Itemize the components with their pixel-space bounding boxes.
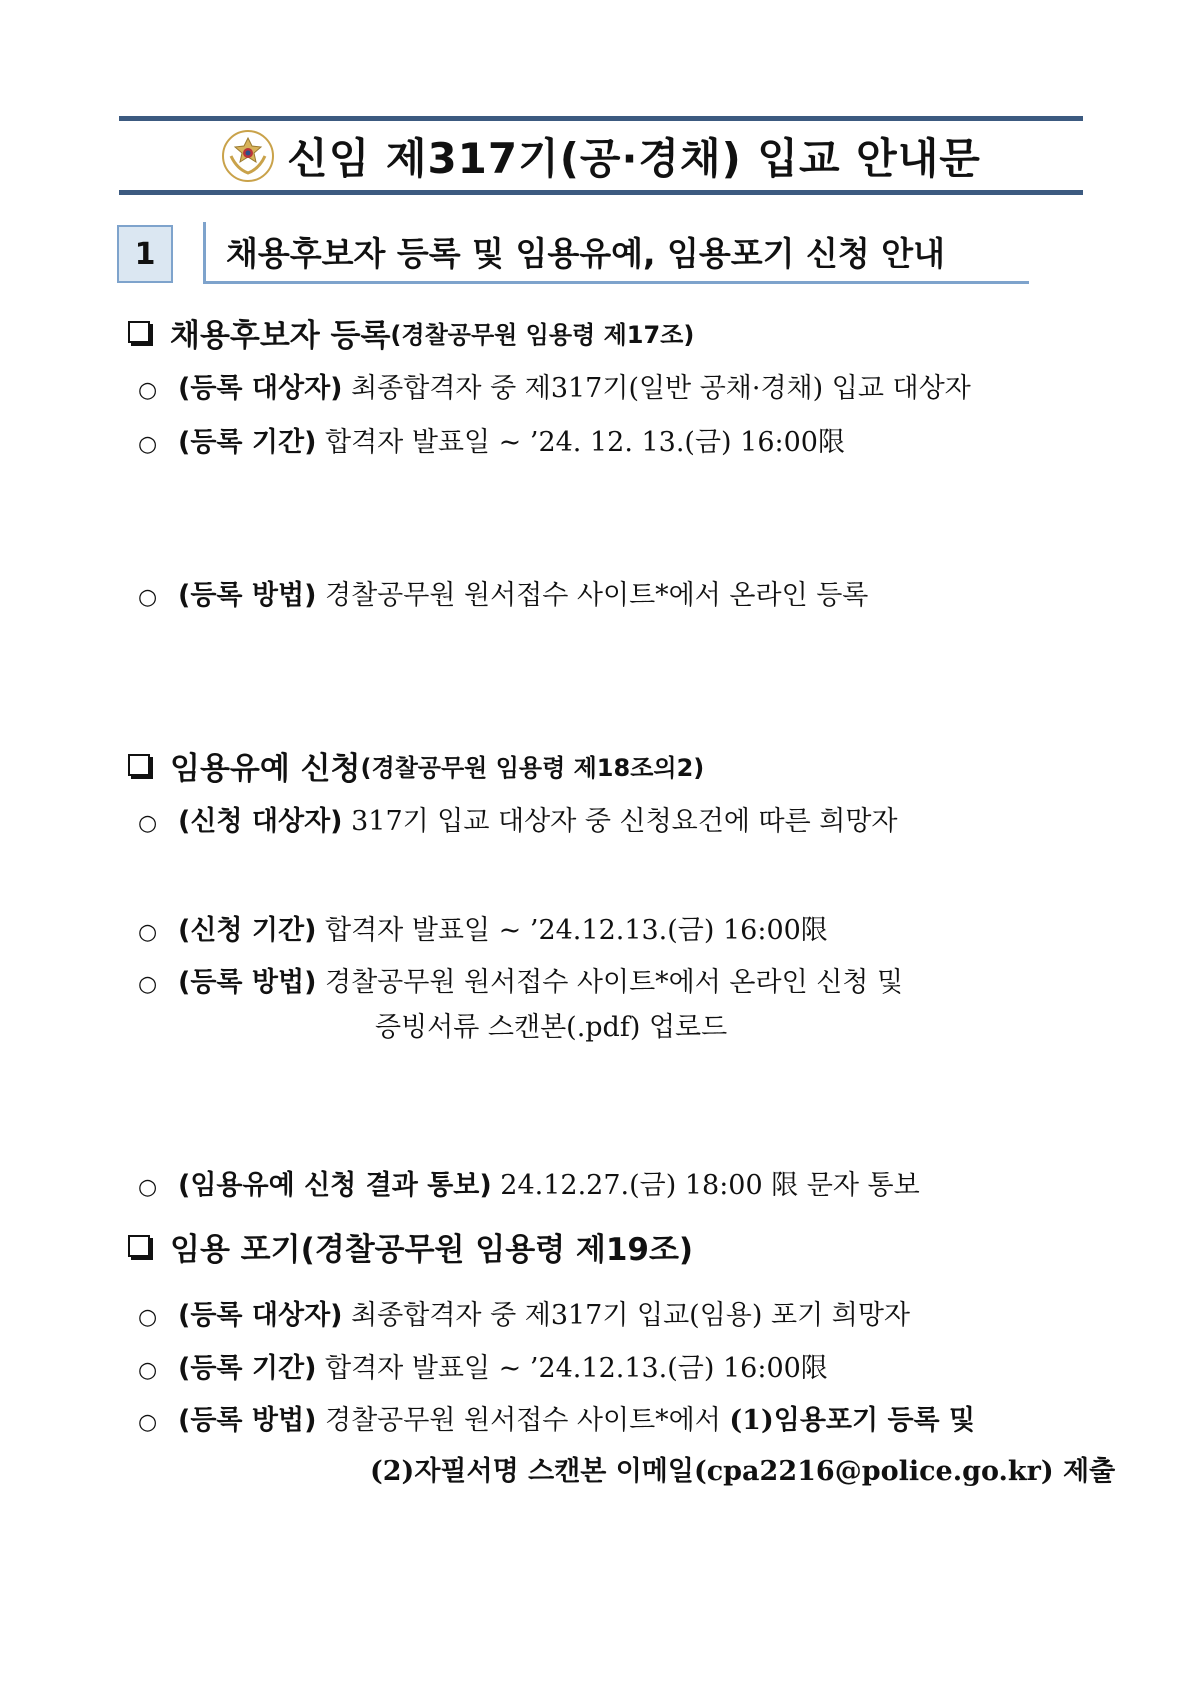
subheading-registration xyxy=(128,312,694,352)
list-item xyxy=(138,369,1090,411)
subheading-title: 채용후보자 등록 xyxy=(170,317,391,354)
circle-bullet-icon: ○ xyxy=(138,920,158,945)
item-text: 합격자 발표일 ~ ’24.12.13.(금) 16:00限 xyxy=(316,915,828,946)
checkbox-square-icon xyxy=(128,321,150,343)
circle-bullet-icon: ○ xyxy=(138,378,158,403)
item-text: 최종합격자 중 제317기 입교(임용) 포기 희망자 xyxy=(342,1300,910,1331)
section-number: 1 xyxy=(117,225,173,283)
list-item xyxy=(138,911,1090,953)
list-item xyxy=(138,1296,1090,1338)
list-item xyxy=(138,576,1090,618)
item-text: 경찰공무원 원서접수 사이트*에서 xyxy=(316,1405,730,1436)
item-label: (등록 대상자) xyxy=(178,373,343,404)
item-label: (등록 대상자) xyxy=(178,1300,343,1331)
section-title: 채용후보자 등록 및 임용유예, 임용포기 신청 안내 xyxy=(203,222,1029,284)
list-item xyxy=(138,802,1090,844)
title-row xyxy=(119,125,1083,187)
item-label: (등록 기간) xyxy=(178,1353,317,1384)
circle-bullet-icon: ○ xyxy=(138,432,158,457)
item-label: (신청 기간) xyxy=(178,915,317,946)
item-continuation: 증빙서류 스캔본(.pdf) 업로드 xyxy=(375,1012,728,1043)
subheading-waiver xyxy=(128,1226,693,1266)
page-title: 신임 제317기(공·경채) 입교 안내문 xyxy=(287,134,981,183)
circle-bullet-icon: ○ xyxy=(138,811,158,836)
item-text: 24.12.27.(금) 18:00 限 문자 통보 xyxy=(491,1170,920,1201)
item-text: 경찰공무원 원서접수 사이트*에서 온라인 신청 및 xyxy=(316,967,904,998)
checkbox-square-icon xyxy=(128,1235,150,1257)
item-text: 최종합격자 중 제317기(일반 공채·경채) 입교 대상자 xyxy=(342,373,971,404)
list-item xyxy=(138,1166,1090,1208)
circle-bullet-icon: ○ xyxy=(138,1305,158,1330)
item-label: (등록 방법) xyxy=(178,580,317,611)
title-rule-top xyxy=(119,116,1083,121)
item-label: (임용유예 신청 결과 통보) xyxy=(178,1170,492,1201)
list-item xyxy=(138,1401,1090,1443)
subheading-reference: (경찰공무원 임용령 제18조의2) xyxy=(360,753,705,782)
circle-bullet-icon: ○ xyxy=(138,1358,158,1383)
subheading-title: 임용 포기 xyxy=(170,1231,301,1268)
list-item xyxy=(138,963,1090,1005)
circle-bullet-icon: ○ xyxy=(138,972,158,997)
circle-bullet-icon: ○ xyxy=(138,1175,158,1200)
title-rule-bottom xyxy=(119,190,1083,195)
police-emblem-icon xyxy=(221,129,275,183)
checkbox-square-icon xyxy=(128,754,150,776)
subheading-reference: (경찰공무원 임용령 제19조) xyxy=(300,1231,694,1268)
item-text: 합격자 발표일 ~ ’24. 12. 13.(금) 16:00限 xyxy=(316,427,845,458)
circle-bullet-icon: ○ xyxy=(138,585,158,610)
item-text: 317기 입교 대상자 중 신청요건에 따른 희망자 xyxy=(342,806,898,837)
item-label: (등록 방법) xyxy=(178,1405,317,1436)
item-label: (등록 방법) xyxy=(178,967,317,998)
item-text: 합격자 발표일 ~ ’24.12.13.(금) 16:00限 xyxy=(316,1353,828,1384)
circle-bullet-icon: ○ xyxy=(138,1410,158,1435)
item-text: 경찰공무원 원서접수 사이트*에서 온라인 등록 xyxy=(316,580,869,611)
item-continuation-bold: (2)자필서명 스캔본 이메일(cpa2216@police.go.kr) 제출 xyxy=(370,1456,1116,1487)
subheading-deferral xyxy=(128,745,704,785)
subheading-title: 임용유예 신청 xyxy=(170,750,361,787)
list-item xyxy=(138,1349,1090,1391)
item-label: (등록 기간) xyxy=(178,427,317,458)
subheading-reference: (경찰공무원 임용령 제17조) xyxy=(390,320,695,349)
item-text-bold: (1)임용포기 등록 및 xyxy=(729,1405,976,1436)
list-item xyxy=(138,423,1090,465)
item-label: (신청 대상자) xyxy=(178,806,343,837)
